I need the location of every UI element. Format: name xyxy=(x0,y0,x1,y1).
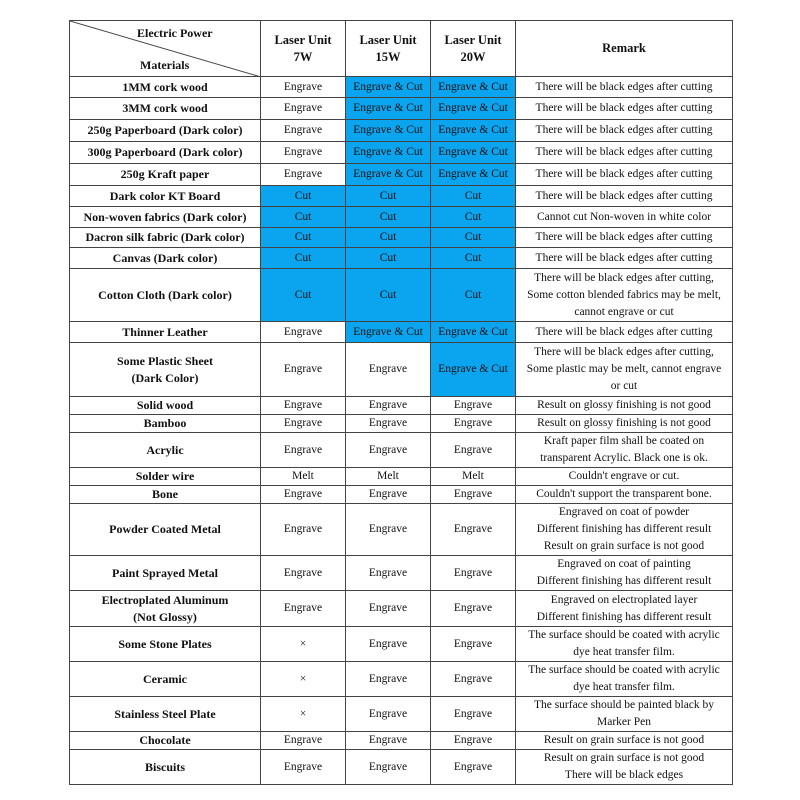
result-cell-w20: Engrave & Cut xyxy=(431,77,516,98)
remark-cell xyxy=(516,750,733,785)
material-name: Bone xyxy=(151,487,178,501)
result-cell-w7: Engrave xyxy=(261,732,346,750)
remark-line: There will be black edges after cutting, xyxy=(534,346,714,358)
header-unit-20w xyxy=(431,21,516,77)
header-corner-cell xyxy=(70,21,261,77)
result-cell-w7: × xyxy=(261,662,346,697)
remark-line: Different finishing has different result xyxy=(536,610,712,623)
result-cell-w20: Engrave & Cut xyxy=(431,120,516,142)
result-cell-w15: Engrave & Cut xyxy=(346,120,431,142)
result-cell-w7: Melt xyxy=(261,468,346,486)
material-cell xyxy=(70,269,261,322)
result-cell-w7: Engrave xyxy=(261,142,346,164)
remark-line: cannot engrave or cut xyxy=(574,305,674,318)
material-cell xyxy=(70,591,261,627)
result-cell-w15: Engrave & Cut xyxy=(346,164,431,186)
material-name: Biscuits xyxy=(144,759,185,774)
table-row xyxy=(70,207,733,228)
result-cell-w15: Engrave & Cut xyxy=(346,142,431,164)
material-cell xyxy=(70,732,261,750)
remark-cell xyxy=(516,486,733,504)
result-cell-w15: Engrave xyxy=(346,433,431,468)
material-name: 250g Kraft paper xyxy=(120,167,210,181)
material-cell xyxy=(70,228,261,248)
material-cell xyxy=(70,556,261,591)
material-cell xyxy=(70,504,261,556)
remark-line: Couldn't engrave or cut. xyxy=(568,470,680,482)
result-cell-w15: Engrave xyxy=(346,732,431,750)
material-name: (Not Glossy) xyxy=(133,609,197,624)
remark-line: The surface should be painted black by xyxy=(533,699,715,711)
material-name: Canvas (Dark color) xyxy=(112,250,218,265)
material-cell xyxy=(70,662,261,697)
result-cell-w20: Engrave xyxy=(431,433,516,468)
table-row xyxy=(70,750,733,785)
result-cell-w7: Engrave xyxy=(261,750,346,785)
remark-line: There will be black edges xyxy=(564,769,684,781)
material-cell xyxy=(70,397,261,415)
remark-cell xyxy=(516,697,733,732)
header-remark: Remark xyxy=(516,21,733,77)
material-name: Solid wood xyxy=(136,398,194,412)
result-cell-w20: Engrave & Cut xyxy=(431,343,516,397)
result-cell-w20: Cut xyxy=(431,248,516,269)
table-row xyxy=(70,486,733,504)
material-name: (Dark Color) xyxy=(131,370,199,385)
remark-cell xyxy=(516,186,733,207)
result-cell-w7: Engrave xyxy=(261,164,346,186)
unit-title: Laser Unit xyxy=(444,32,502,47)
remark-line: Engraved on electroplated layer xyxy=(550,593,698,606)
remark-line: Result on glossy finishing is not good xyxy=(537,417,711,429)
result-cell-w20: Engrave xyxy=(431,627,516,662)
material-name: Solder wire xyxy=(135,469,195,483)
result-cell-w20: Engrave xyxy=(431,504,516,556)
result-cell-w20: Engrave xyxy=(431,486,516,504)
remark-line: Kraft paper film shall be coated on xyxy=(543,435,705,447)
material-cell xyxy=(70,322,261,343)
remark-line: There will be black edges after cutting, xyxy=(534,271,714,284)
result-cell-w7: × xyxy=(261,627,346,662)
material-name: Some Plastic Sheet xyxy=(117,353,213,368)
result-cell-w15: Engrave & Cut xyxy=(346,98,431,120)
material-name: Chocolate xyxy=(139,733,191,747)
material-cell xyxy=(70,468,261,486)
result-cell-w20: Cut xyxy=(431,269,516,322)
result-cell-w7: × xyxy=(261,697,346,732)
remark-line: dye heat transfer film. xyxy=(573,681,675,693)
remark-cell xyxy=(516,468,733,486)
table-row xyxy=(70,228,733,248)
result-cell-w7: Engrave xyxy=(261,556,346,591)
material-name: 250g Paperboard (Dark color) xyxy=(87,123,243,137)
remark-line: Engraved on coat of painting xyxy=(557,558,691,570)
remark-line: There will be black edges after cutting xyxy=(535,189,713,202)
remark-line: There will be black edges after cutting xyxy=(535,325,713,338)
result-cell-w20: Engrave xyxy=(431,591,516,627)
result-cell-w7: Engrave xyxy=(261,77,346,98)
table-row xyxy=(70,662,733,697)
remark-line: There will be black edges after cutting xyxy=(535,146,713,158)
remark-line: dye heat transfer film. xyxy=(573,646,675,658)
header-row xyxy=(70,21,733,77)
laser-material-table xyxy=(69,20,733,785)
unit-title: Laser Unit xyxy=(359,32,417,47)
remark-line: There will be black edges after cutting xyxy=(535,80,713,93)
remark-cell xyxy=(516,415,733,433)
result-cell-w15: Cut xyxy=(346,269,431,322)
remark-cell xyxy=(516,343,733,397)
material-name: Dacron silk fabric (Dark color) xyxy=(85,230,245,244)
result-cell-w15: Engrave xyxy=(346,591,431,627)
table-row xyxy=(70,415,733,433)
result-cell-w20: Engrave & Cut xyxy=(431,322,516,343)
remark-cell xyxy=(516,322,733,343)
result-cell-w7: Engrave xyxy=(261,343,346,397)
remark-cell xyxy=(516,732,733,750)
material-name: Paint Sprayed Metal xyxy=(112,565,218,580)
remark-cell xyxy=(516,397,733,415)
result-cell-w7: Engrave xyxy=(261,98,346,120)
material-name: Ceramic xyxy=(143,671,187,686)
remark-cell xyxy=(516,228,733,248)
result-cell-w20: Engrave & Cut xyxy=(431,142,516,164)
result-cell-w20: Engrave xyxy=(431,397,516,415)
result-cell-w15: Engrave xyxy=(346,627,431,662)
result-cell-w15: Cut xyxy=(346,186,431,207)
table-row xyxy=(70,556,733,591)
material-name: Thinner Leather xyxy=(122,324,208,339)
remark-cell xyxy=(516,591,733,627)
remark-line: The surface should be coated with acrylic xyxy=(528,664,720,676)
material-cell xyxy=(70,750,261,785)
result-cell-w15: Cut xyxy=(346,207,431,228)
result-cell-w15: Engrave xyxy=(346,556,431,591)
table-row xyxy=(70,468,733,486)
table-row xyxy=(70,77,733,98)
remark-line: There will be black edges after cutting xyxy=(535,168,713,180)
result-cell-w20: Engrave xyxy=(431,750,516,785)
material-cell xyxy=(70,697,261,732)
material-cell xyxy=(70,186,261,207)
materials-label: Materials xyxy=(140,58,190,72)
material-cell xyxy=(70,433,261,468)
material-cell xyxy=(70,207,261,228)
unit-power: 7W xyxy=(293,49,313,64)
remark-line: Different finishing has different result xyxy=(536,523,712,535)
result-cell-w20: Engrave xyxy=(431,415,516,433)
material-name: Electroplated Aluminum xyxy=(101,592,229,607)
remark-cell xyxy=(516,142,733,164)
material-cell xyxy=(70,415,261,433)
material-cell xyxy=(70,164,261,186)
table-row xyxy=(70,343,733,397)
result-cell-w7: Cut xyxy=(261,207,346,228)
table-row xyxy=(70,120,733,142)
material-name: 3MM cork wood xyxy=(122,101,208,115)
table-row xyxy=(70,433,733,468)
material-name: Cotton Cloth (Dark color) xyxy=(98,287,232,302)
result-cell-w20: Engrave & Cut xyxy=(431,164,516,186)
result-cell-w20: Cut xyxy=(431,207,516,228)
material-cell xyxy=(70,77,261,98)
remark-cell xyxy=(516,120,733,142)
result-cell-w15: Engrave xyxy=(346,397,431,415)
remark-line: Result on grain surface is not good xyxy=(543,540,705,552)
remark-line: There will be black edges after cutting xyxy=(535,124,713,136)
table-row xyxy=(70,591,733,627)
remark-line: There will be black edges after cutting xyxy=(535,251,713,264)
material-name: Bamboo xyxy=(143,416,187,430)
remark-line: Engraved on coat of powder xyxy=(558,506,690,518)
table-row xyxy=(70,697,733,732)
material-name: Non-woven fabrics (Dark color) xyxy=(83,209,247,224)
result-cell-w7: Engrave xyxy=(261,486,346,504)
material-cell xyxy=(70,98,261,120)
remark-cell xyxy=(516,433,733,468)
remark-cell xyxy=(516,77,733,98)
result-cell-w15: Engrave xyxy=(346,697,431,732)
table-row xyxy=(70,248,733,269)
material-cell xyxy=(70,142,261,164)
material-name: 300g Paperboard (Dark color) xyxy=(87,145,243,159)
result-cell-w15: Engrave xyxy=(346,504,431,556)
result-cell-w7: Engrave xyxy=(261,322,346,343)
remark-cell xyxy=(516,98,733,120)
remark-line: Result on grain surface is not good xyxy=(543,734,705,746)
table-row xyxy=(70,98,733,120)
material-name: Stainless Steel Plate xyxy=(114,706,216,721)
header-unit-15w xyxy=(346,21,431,77)
table-row xyxy=(70,627,733,662)
result-cell-w20: Engrave xyxy=(431,697,516,732)
remark-line: or cut xyxy=(610,380,638,392)
result-cell-w15: Melt xyxy=(346,468,431,486)
result-cell-w20: Cut xyxy=(431,228,516,248)
result-cell-w20: Engrave & Cut xyxy=(431,98,516,120)
material-cell xyxy=(70,248,261,269)
remark-line: Different finishing has different result xyxy=(536,575,712,587)
remark-line: Result on grain surface is not good xyxy=(543,752,705,764)
result-cell-w20: Melt xyxy=(431,468,516,486)
remark-cell xyxy=(516,164,733,186)
table-row xyxy=(70,732,733,750)
material-name: Powder Coated Metal xyxy=(109,522,221,536)
result-cell-w15: Cut xyxy=(346,228,431,248)
remark-line: transparent Acrylic. Black one is ok. xyxy=(540,452,708,464)
result-cell-w7: Engrave xyxy=(261,397,346,415)
result-cell-w15: Engrave xyxy=(346,415,431,433)
table-row xyxy=(70,164,733,186)
result-cell-w7: Cut xyxy=(261,186,346,207)
remark-line: Cannot cut Non-woven in white color xyxy=(536,210,712,223)
remark-line: There will be black edges after cutting xyxy=(535,102,713,114)
table-row xyxy=(70,269,733,322)
result-cell-w20: Engrave xyxy=(431,662,516,697)
remark-cell xyxy=(516,662,733,697)
material-cell xyxy=(70,627,261,662)
result-cell-w15: Engrave xyxy=(346,486,431,504)
result-cell-w20: Cut xyxy=(431,186,516,207)
table-row xyxy=(70,504,733,556)
result-cell-w15: Engrave xyxy=(346,750,431,785)
material-name: 1MM cork wood xyxy=(122,79,208,94)
remark-line: There will be black edges after cutting xyxy=(535,231,713,243)
remark-cell xyxy=(516,627,733,662)
material-cell xyxy=(70,120,261,142)
remark-line: Marker Pen xyxy=(597,716,651,728)
remark-line: Some plastic may be melt, cannot engrave xyxy=(526,363,722,375)
material-name: Acrylic xyxy=(146,442,184,457)
material-cell xyxy=(70,486,261,504)
unit-title: Laser Unit xyxy=(274,32,332,47)
result-cell-w7: Cut xyxy=(261,269,346,322)
result-cell-w15: Engrave & Cut xyxy=(346,77,431,98)
table-row xyxy=(70,322,733,343)
material-cell xyxy=(70,343,261,397)
compatibility-table-wrapper xyxy=(69,20,733,785)
remark-line: Couldn't support the transparent bone. xyxy=(536,488,712,500)
table-row xyxy=(70,186,733,207)
header-unit-7w xyxy=(261,21,346,77)
remark-cell xyxy=(516,269,733,322)
unit-power: 20W xyxy=(460,49,486,64)
result-cell-w20: Engrave xyxy=(431,732,516,750)
remark-cell xyxy=(516,556,733,591)
result-cell-w7: Engrave xyxy=(261,120,346,142)
material-name: Dark color KT Board xyxy=(109,188,221,203)
result-cell-w15: Engrave xyxy=(346,343,431,397)
result-cell-w20: Engrave xyxy=(431,556,516,591)
result-cell-w7: Cut xyxy=(261,248,346,269)
result-cell-w7: Cut xyxy=(261,228,346,248)
material-name: Some Stone Plates xyxy=(118,636,212,651)
remark-line: Result on glossy finishing is not good xyxy=(537,399,711,411)
result-cell-w15: Engrave & Cut xyxy=(346,322,431,343)
remark-cell xyxy=(516,248,733,269)
result-cell-w7: Engrave xyxy=(261,591,346,627)
remark-cell xyxy=(516,207,733,228)
remark-line: The surface should be coated with acrylic xyxy=(528,629,720,641)
remark-line: Some cotton blended fabrics may be melt, xyxy=(527,288,721,301)
result-cell-w15: Cut xyxy=(346,248,431,269)
result-cell-w15: Engrave xyxy=(346,662,431,697)
electric-power-label: Electric Power xyxy=(137,26,213,40)
result-cell-w7: Engrave xyxy=(261,415,346,433)
table-row xyxy=(70,142,733,164)
table-row xyxy=(70,397,733,415)
unit-power: 15W xyxy=(375,49,401,64)
result-cell-w7: Engrave xyxy=(261,433,346,468)
remark-cell xyxy=(516,504,733,556)
result-cell-w7: Engrave xyxy=(261,504,346,556)
